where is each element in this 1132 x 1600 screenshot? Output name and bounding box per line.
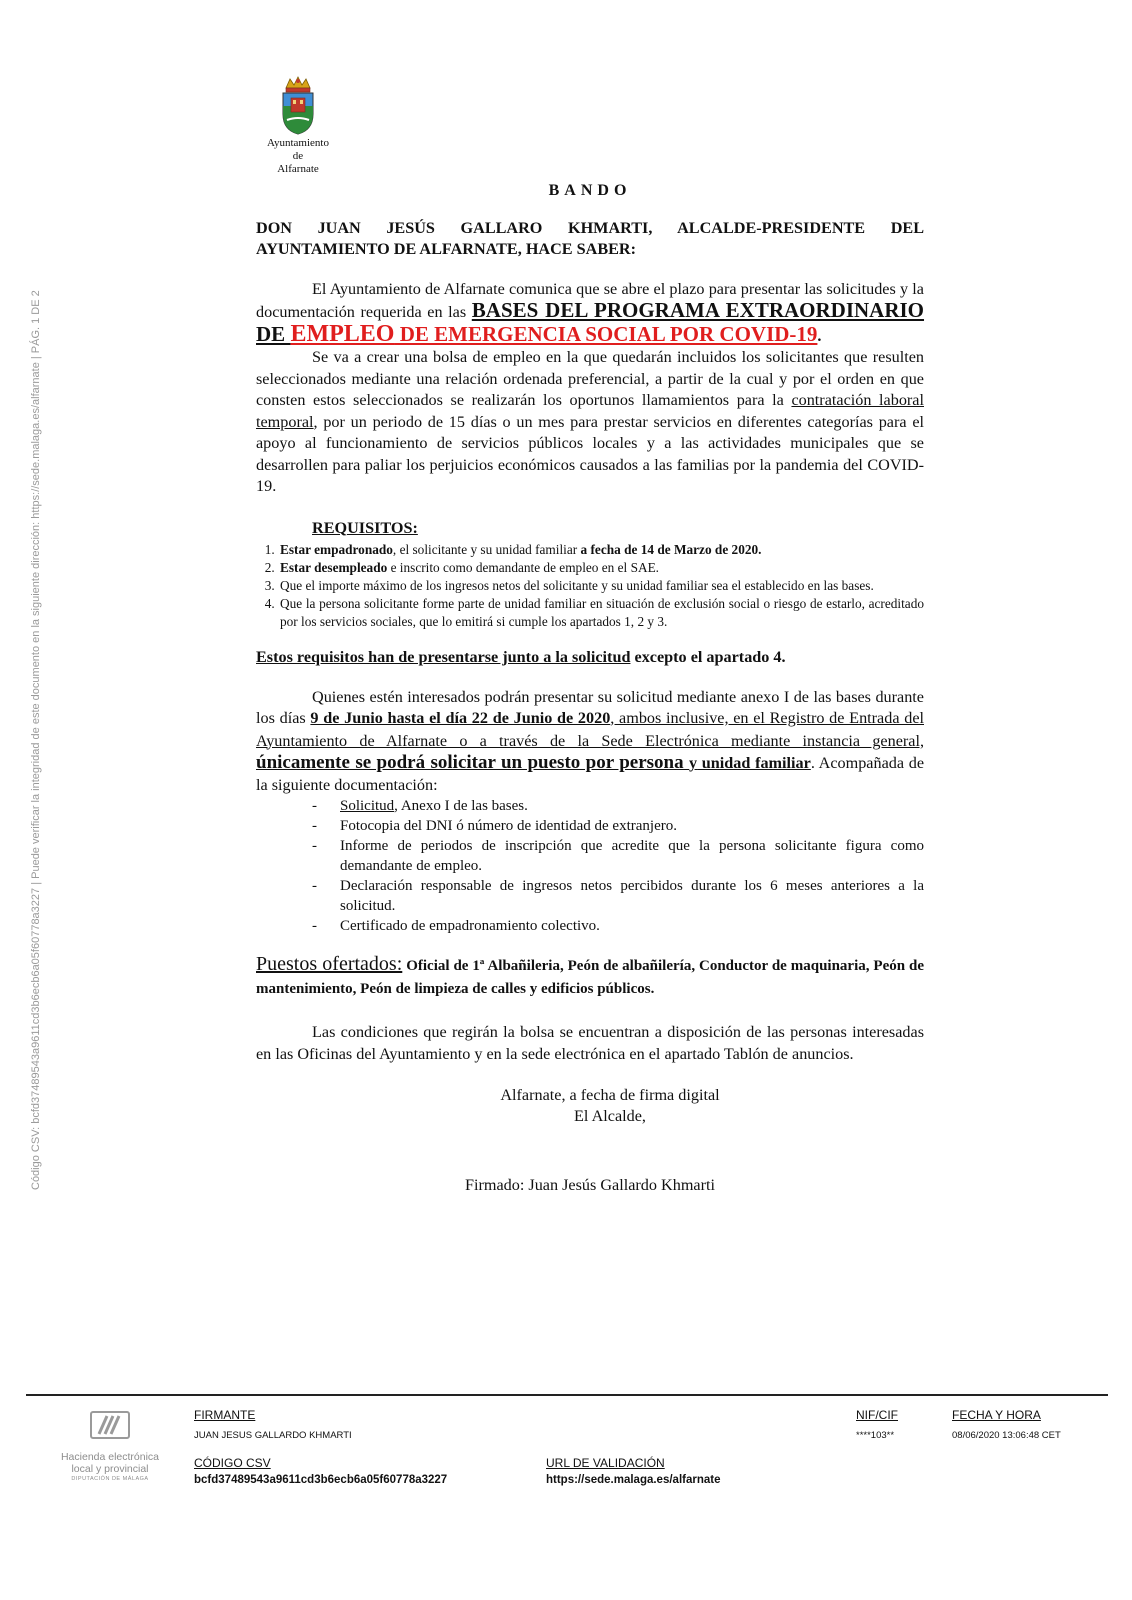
nif-label: NIF/CIF	[856, 1408, 898, 1422]
firmante-value: JUAN JESUS GALLARDO KHMARTI	[194, 1430, 352, 1441]
url-label: URL DE VALIDACIÓN	[546, 1456, 665, 1470]
list-item: 3. Que el importe máximo de los ingresos netos del solicitante y su unidad familiar sea el establecido en las bases.	[278, 577, 924, 595]
signature-block: Alfarnate, a fecha de firma digital El Alcalde,	[500, 1086, 720, 1125]
list-item: 2. Estar desempleado e inscrito como demandante de empleo en el SAE.	[278, 559, 924, 577]
hacienda-logo-icon	[89, 1410, 131, 1440]
intro-paragraph: El Ayuntamiento de Alfarnate comunica que se abre el plazo para presentar las solicitudes y la documentación requerida en las BASES DEL PROGRAMA EXTRAORDINARIO DE EMPLEO DE EMERGENCIA SOCIAL POR COVID-19.	[256, 279, 925, 347]
document-title: BANDO	[548, 182, 632, 199]
signed-by: Firmado: Juan Jesús Gallardo Khmarti	[465, 1176, 715, 1194]
bolsa-paragraph: Se va a crear una bolsa de empleo en la que quedarán incluidos los solicitantes que resulten seleccionados mediante una relación ordenada preferencial, a partir de la cual y por el orden en que consten estos seleccionados se realizarán los oportunos llamamientos para la contratación laboral temporal, por un periodo de 15 días o un mes para prestar servicios en diferentes categorías para el apoyo al funcionamiento de servicios públicos locales y a las actividades municipales que se desarrollen para paliar los perjuicios económicos causados a las familias por la pandemia del COVID-19.	[256, 348, 924, 495]
list-item: - Declaración responsable de ingresos netos percibidos durante los 6 meses anteriores a la solicitud.	[312, 878, 924, 914]
list-item: - Certificado de empadronamiento colectivo.	[312, 918, 600, 934]
closing-paragraph: Las condiciones que regirán la bolsa se encuentran a disposición de las personas interesadas en las Oficinas del Ayuntamiento y en la sede electrónica en el apartado Tablón de anuncios.	[256, 1023, 924, 1063]
requisitos-list	[256, 541, 924, 631]
coat-of-arms-icon	[278, 76, 318, 136]
list-item: - Solicitud, Anexo I de las bases.	[312, 798, 528, 814]
list-item: 1. Estar empadronado, el solicitante y su unidad familiar a fecha de 14 de Marzo de 2020.	[278, 541, 924, 559]
csv-verification-sidebar: Código CSV: bcfd37489543a9611cd3b6ecb6a05f60778a3227 | Puede verificar la integridad de este documento en la siguiente dirección: https://sede.malaga.es/alfarnate | PÁG. 1 DE 2	[30, 290, 42, 1190]
requisitos-title: REQUISITOS:	[312, 518, 418, 537]
firmante-label: FIRMANTE	[194, 1408, 256, 1422]
fecha-value: 08/06/2020 13:06:48 CET	[952, 1430, 1061, 1441]
list-item: - Informe de periodos de inscripción que acredite que la persona solicitante figura como demandante de empleo.	[312, 838, 924, 874]
csv-value: bcfd37489543a9611cd3b6ecb6a05f60778a3227	[194, 1474, 448, 1486]
fecha-label: FECHA Y HORA	[952, 1408, 1041, 1422]
municipality-caption: Ayuntamiento de Alfarnate	[267, 137, 329, 175]
csv-label: CÓDIGO CSV	[194, 1456, 271, 1470]
list-item: 4. Que la persona solicitante forme parte de unidad familiar en situación de exclusión social o riesgo de estarlo, acreditado por los servicios sociales, que lo emitirá si cumple los apartados 1, 2 y 3.	[278, 595, 924, 631]
solicitud-paragraph: Quienes estén interesados podrán presentar su solicitud mediante anexo I de las bases durante los días 9 de Junio hasta el día 22 de Junio de 2020, ambos inclusive, en el Registro de Entrada del Ayuntamiento de Alfarnate o a través de la Sede Electrónica mediante instancia general, únicamente se podrá solicitar un puesto por persona y unidad familiar. Acompañada de la siguiente documentación:	[256, 687, 925, 794]
hacienda-logo: Hacienda electrónica local y provincial DIPUTACIÓN DE MÁLAGA	[50, 1410, 170, 1483]
url-value[interactable]: https://sede.malaga.es/alfarnate	[546, 1474, 721, 1486]
documentation-list	[256, 796, 924, 936]
nif-value: ****103**	[856, 1430, 895, 1441]
mayor-heading: DON JUAN JESÚS GALLARO KHMARTI, ALCALDE-PRESIDENTE DEL AYUNTAMIENTO DE ALFARNATE, HACE SABER:	[256, 218, 924, 258]
document-body	[256, 180, 924, 1197]
puestos-ofertados: Puestos ofertados: Oficial de 1ª Albañileria, Peón de albañilería, Conductor de maquinaria, Peón de mantenimiento, Peón de limpieza de calles y edificios públicos.	[256, 953, 925, 997]
footer-divider	[26, 1394, 1108, 1396]
requisitos-note: Estos requisitos han de presentarse junto a la solicitud excepto el apartado 4.	[256, 648, 786, 666]
list-item: - Fotocopia del DNI ó número de identidad de extranjero.	[312, 818, 677, 834]
